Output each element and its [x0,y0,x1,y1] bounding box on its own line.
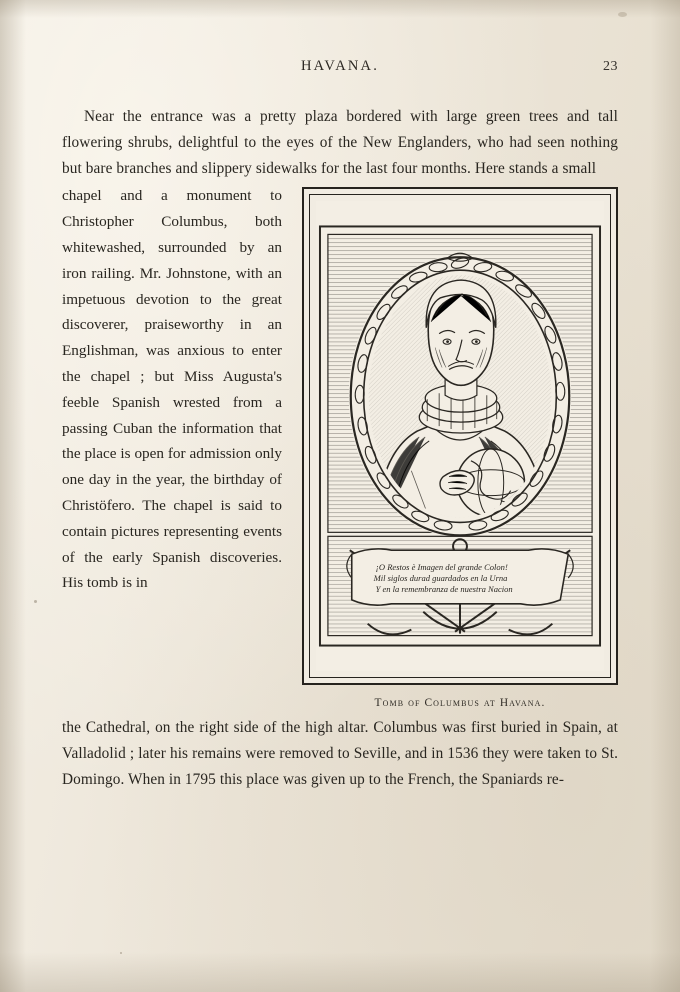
engraving-tomb-of-columbus [316,201,604,671]
figure-caption: Tomb of Columbus at Havana. [374,697,546,710]
figure-outer-frame [302,187,618,685]
paragraph-top-text: Near the entrance was a pretty plaza bordered with large green trees and tall flowering shrubs, delightful to the eyes of the New Englanders, who had seen nothing but bare branches and slippery sidewalks for the last four months. Here stands a small [62,108,618,177]
page-edge-shadow-top [0,0,680,18]
page-edge-shadow-right [650,0,680,992]
figure-inner-frame [309,194,611,678]
plaque-line-1: ¡O Restos è Imagen del grande Colon! [375,562,508,573]
paragraph-bottom: the Cathedral, on the right side of the high altar. Columbus was first buried in Spain, at Valladolid ; later his remains were removed to Seville, and in 1536 they were taken to St. Domingo. When in 1795 this place was given up to the French, the Spaniards re- [62,719,618,788]
plaque-line-2: Mil siglos durad guardados en la Urna [373,573,508,584]
page-edge-shadow-bottom [0,952,680,992]
paragraph-top [62,104,618,181]
running-head [62,58,618,88]
plaque-line-3: Y en la remembranza de nuestra Nacion [375,584,513,595]
running-head-title: HAVANA. [300,58,380,74]
page-number: 23 [603,59,618,74]
page-content [62,58,618,793]
paper-speck [34,600,37,603]
figure-tomb-of-columbus [302,187,618,709]
page-edge-shadow-left [0,0,26,992]
paper-speck [120,952,122,954]
paragraph-left-column: chapel and a monument to Christopher Columbus, both whitewashed, surrounded by an iron railing. Mr. Johnstone, with an impetuous devotion to the great discoverer, praiseworthy in an Englishman, was anxious to enter the chapel ; but Miss Augusta's feeble Spanish wrested from a passing Cuban the information that the place is open for admission only one day in the year, the birthday of Christöfero. The chapel is said to contain pictures representing events of the early Spanish discoveries. His tomb is in [62,187,282,592]
text-figure-wrap-region [62,183,618,710]
paper-speck [618,12,627,17]
